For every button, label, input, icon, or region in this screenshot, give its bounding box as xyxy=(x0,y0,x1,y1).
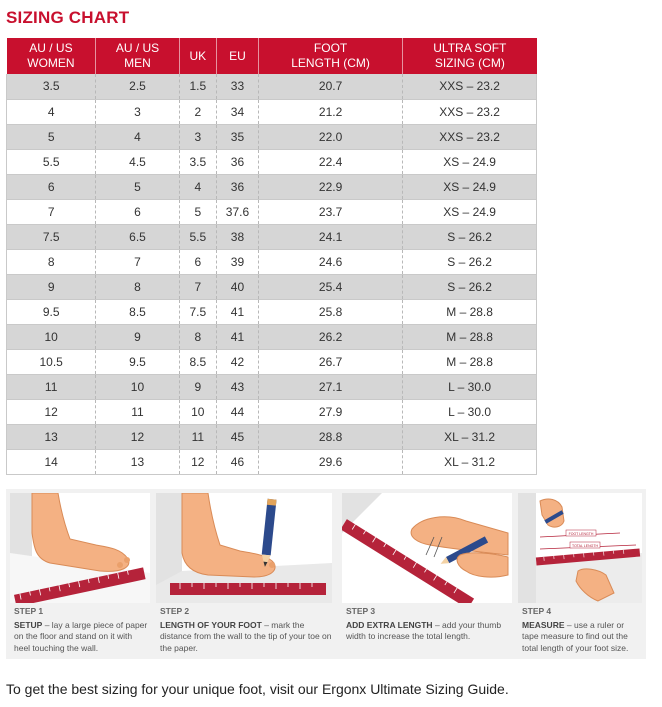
table-cell: S – 26.2 xyxy=(403,274,537,299)
table-cell: 33 xyxy=(216,74,258,99)
table-row xyxy=(7,399,537,424)
foot-against-wall-illustration xyxy=(10,493,150,603)
table-cell: 40 xyxy=(216,274,258,299)
table-row xyxy=(7,249,537,274)
table-cell: 12 xyxy=(96,424,179,449)
table-cell: 3.5 xyxy=(179,149,216,174)
table-cell: 8 xyxy=(96,274,179,299)
table-cell: 41 xyxy=(216,324,258,349)
table-cell: 10 xyxy=(96,374,179,399)
table-cell: XL – 31.2 xyxy=(403,449,537,474)
table-cell: XXS – 23.2 xyxy=(403,124,537,149)
table-row xyxy=(7,174,537,199)
header-foot-length: FOOT LENGTH (CM) xyxy=(258,38,402,74)
table-cell: 3 xyxy=(96,99,179,124)
table-cell: 10 xyxy=(179,399,216,424)
table-cell: 3.5 xyxy=(7,74,96,99)
table-cell: 7 xyxy=(7,199,96,224)
table-cell: 25.4 xyxy=(258,274,402,299)
table-cell: XS – 24.9 xyxy=(403,174,537,199)
table-cell: 4 xyxy=(96,124,179,149)
sizing-guide-link[interactable]: Ergonx Ultimate Sizing Guide xyxy=(321,681,505,697)
table-cell: 26.2 xyxy=(258,324,402,349)
table-row xyxy=(7,74,537,99)
table-cell: 12 xyxy=(179,449,216,474)
table-cell: 14 xyxy=(7,449,96,474)
table-cell: 36 xyxy=(216,174,258,199)
table-cell: 9 xyxy=(96,324,179,349)
table-cell: 27.9 xyxy=(258,399,402,424)
table-cell: 8.5 xyxy=(96,299,179,324)
table-cell: 24.1 xyxy=(258,224,402,249)
table-cell: 27.1 xyxy=(258,374,402,399)
table-cell: 46 xyxy=(216,449,258,474)
table-cell: S – 26.2 xyxy=(403,249,537,274)
step-1 xyxy=(10,493,150,654)
table-cell: 41 xyxy=(216,299,258,324)
table-cell: 11 xyxy=(7,374,96,399)
foot-length-ruler-label: FOOT LENGTH xyxy=(568,531,594,536)
table-cell: 5 xyxy=(179,199,216,224)
table-cell: 5.5 xyxy=(179,224,216,249)
table-cell: 8.5 xyxy=(179,349,216,374)
step-2 xyxy=(156,493,332,654)
table-cell: 6 xyxy=(179,249,216,274)
table-cell: 21.2 xyxy=(258,99,402,124)
table-row xyxy=(7,199,537,224)
table-row xyxy=(7,124,537,149)
table-cell: M – 28.8 xyxy=(403,299,537,324)
table-cell: 8 xyxy=(7,249,96,274)
table-cell: 10.5 xyxy=(7,349,96,374)
step-1-caption: STEP 1 SETUP – lay a large piece of paper on the floor and stand on it with heel touching the wall. xyxy=(14,606,148,653)
table-cell: 26.7 xyxy=(258,349,402,374)
table-cell: 44 xyxy=(216,399,258,424)
table-cell: 8 xyxy=(179,324,216,349)
table-cell: 6 xyxy=(96,199,179,224)
table-cell: 1.5 xyxy=(179,74,216,99)
step-4 xyxy=(518,493,642,654)
table-cell: 6.5 xyxy=(96,224,179,249)
table-cell: 43 xyxy=(216,374,258,399)
table-row xyxy=(7,374,537,399)
table-header-row xyxy=(7,38,537,74)
step-3 xyxy=(342,493,512,643)
table-cell: 23.7 xyxy=(258,199,402,224)
header-uk: UK xyxy=(179,38,216,74)
table-cell: 45 xyxy=(216,424,258,449)
table-row xyxy=(7,449,537,474)
table-cell: 12 xyxy=(7,399,96,424)
thumb-width-illustration xyxy=(342,493,512,603)
table-cell: 2 xyxy=(179,99,216,124)
table-cell: S – 26.2 xyxy=(403,224,537,249)
table-cell: XXS – 23.2 xyxy=(403,74,537,99)
header-au-us-men: AU / US MEN xyxy=(96,38,179,74)
table-cell: XS – 24.9 xyxy=(403,199,537,224)
table-cell: 29.6 xyxy=(258,449,402,474)
header-eu: EU xyxy=(216,38,258,74)
page-title: SIZING CHART xyxy=(6,8,130,27)
table-cell: 4 xyxy=(7,99,96,124)
table-cell: 5 xyxy=(96,174,179,199)
table-cell: 11 xyxy=(179,424,216,449)
table-cell: 38 xyxy=(216,224,258,249)
table-cell: 9.5 xyxy=(96,349,179,374)
table-cell: 2.5 xyxy=(96,74,179,99)
table-cell: 36 xyxy=(216,149,258,174)
table-cell: 7 xyxy=(179,274,216,299)
table-cell: XS – 24.9 xyxy=(403,149,537,174)
table-cell: 3 xyxy=(179,124,216,149)
step-4-caption: STEP 4 MEASURE – use a ruler or tape measure to find out the total length of your foot size. xyxy=(522,606,629,653)
table-cell: 7.5 xyxy=(7,224,96,249)
table-cell: 6 xyxy=(7,174,96,199)
table-row xyxy=(7,149,537,174)
table-cell: M – 28.8 xyxy=(403,324,537,349)
pencil-marking-toe-illustration xyxy=(156,493,332,603)
table-cell: 10 xyxy=(7,324,96,349)
table-cell: 9 xyxy=(7,274,96,299)
table-row xyxy=(7,99,537,124)
table-cell: 11 xyxy=(96,399,179,424)
header-ultra-soft: ULTRA SOFT SIZING (CM) xyxy=(403,38,537,74)
table-cell: XXS – 23.2 xyxy=(403,99,537,124)
table-row xyxy=(7,424,537,449)
total-length-ruler-label: TOTAL LENGTH xyxy=(572,543,598,548)
table-row xyxy=(7,224,537,249)
table-cell: 28.8 xyxy=(258,424,402,449)
ruler-measure-illustration xyxy=(518,493,642,603)
sizing-table xyxy=(6,38,537,475)
table-cell: 5 xyxy=(7,124,96,149)
table-cell: 24.6 xyxy=(258,249,402,274)
step-2-caption: STEP 2 LENGTH OF YOUR FOOT – mark the distance from the wall to the tip of your toe on the paper. xyxy=(160,606,332,653)
table-cell: 22.9 xyxy=(258,174,402,199)
table-cell: 35 xyxy=(216,124,258,149)
table-cell: 37.6 xyxy=(216,199,258,224)
table-cell: 42 xyxy=(216,349,258,374)
table-cell: 34 xyxy=(216,99,258,124)
measuring-steps-panel xyxy=(6,489,646,659)
header-au-us-women: AU / US WOMEN xyxy=(7,38,96,74)
table-cell: 39 xyxy=(216,249,258,274)
table-cell: 22.0 xyxy=(258,124,402,149)
table-cell: 7 xyxy=(96,249,179,274)
table-row xyxy=(7,299,537,324)
table-row xyxy=(7,274,537,299)
table-cell: 5.5 xyxy=(7,149,96,174)
table-cell: 22.4 xyxy=(258,149,402,174)
table-cell: 13 xyxy=(7,424,96,449)
table-cell: 7.5 xyxy=(179,299,216,324)
table-row xyxy=(7,324,537,349)
table-cell: L – 30.0 xyxy=(403,399,537,424)
table-cell: 25.8 xyxy=(258,299,402,324)
table-cell: 4.5 xyxy=(96,149,179,174)
table-cell: 4 xyxy=(179,174,216,199)
table-cell: 9.5 xyxy=(7,299,96,324)
table-cell: 13 xyxy=(96,449,179,474)
table-cell: 9 xyxy=(179,374,216,399)
table-cell: XL – 31.2 xyxy=(403,424,537,449)
step-3-caption: STEP 3 ADD EXTRA LENGTH – add your thumb width to increase the total length. xyxy=(346,606,502,641)
table-cell: L – 30.0 xyxy=(403,374,537,399)
sizing-guide-note: To get the best sizing for your unique foot, visit our Ergonx Ultimate Sizing Guide. xyxy=(6,681,509,697)
table-row xyxy=(7,349,537,374)
table-cell: M – 28.8 xyxy=(403,349,537,374)
table-cell: 20.7 xyxy=(258,74,402,99)
